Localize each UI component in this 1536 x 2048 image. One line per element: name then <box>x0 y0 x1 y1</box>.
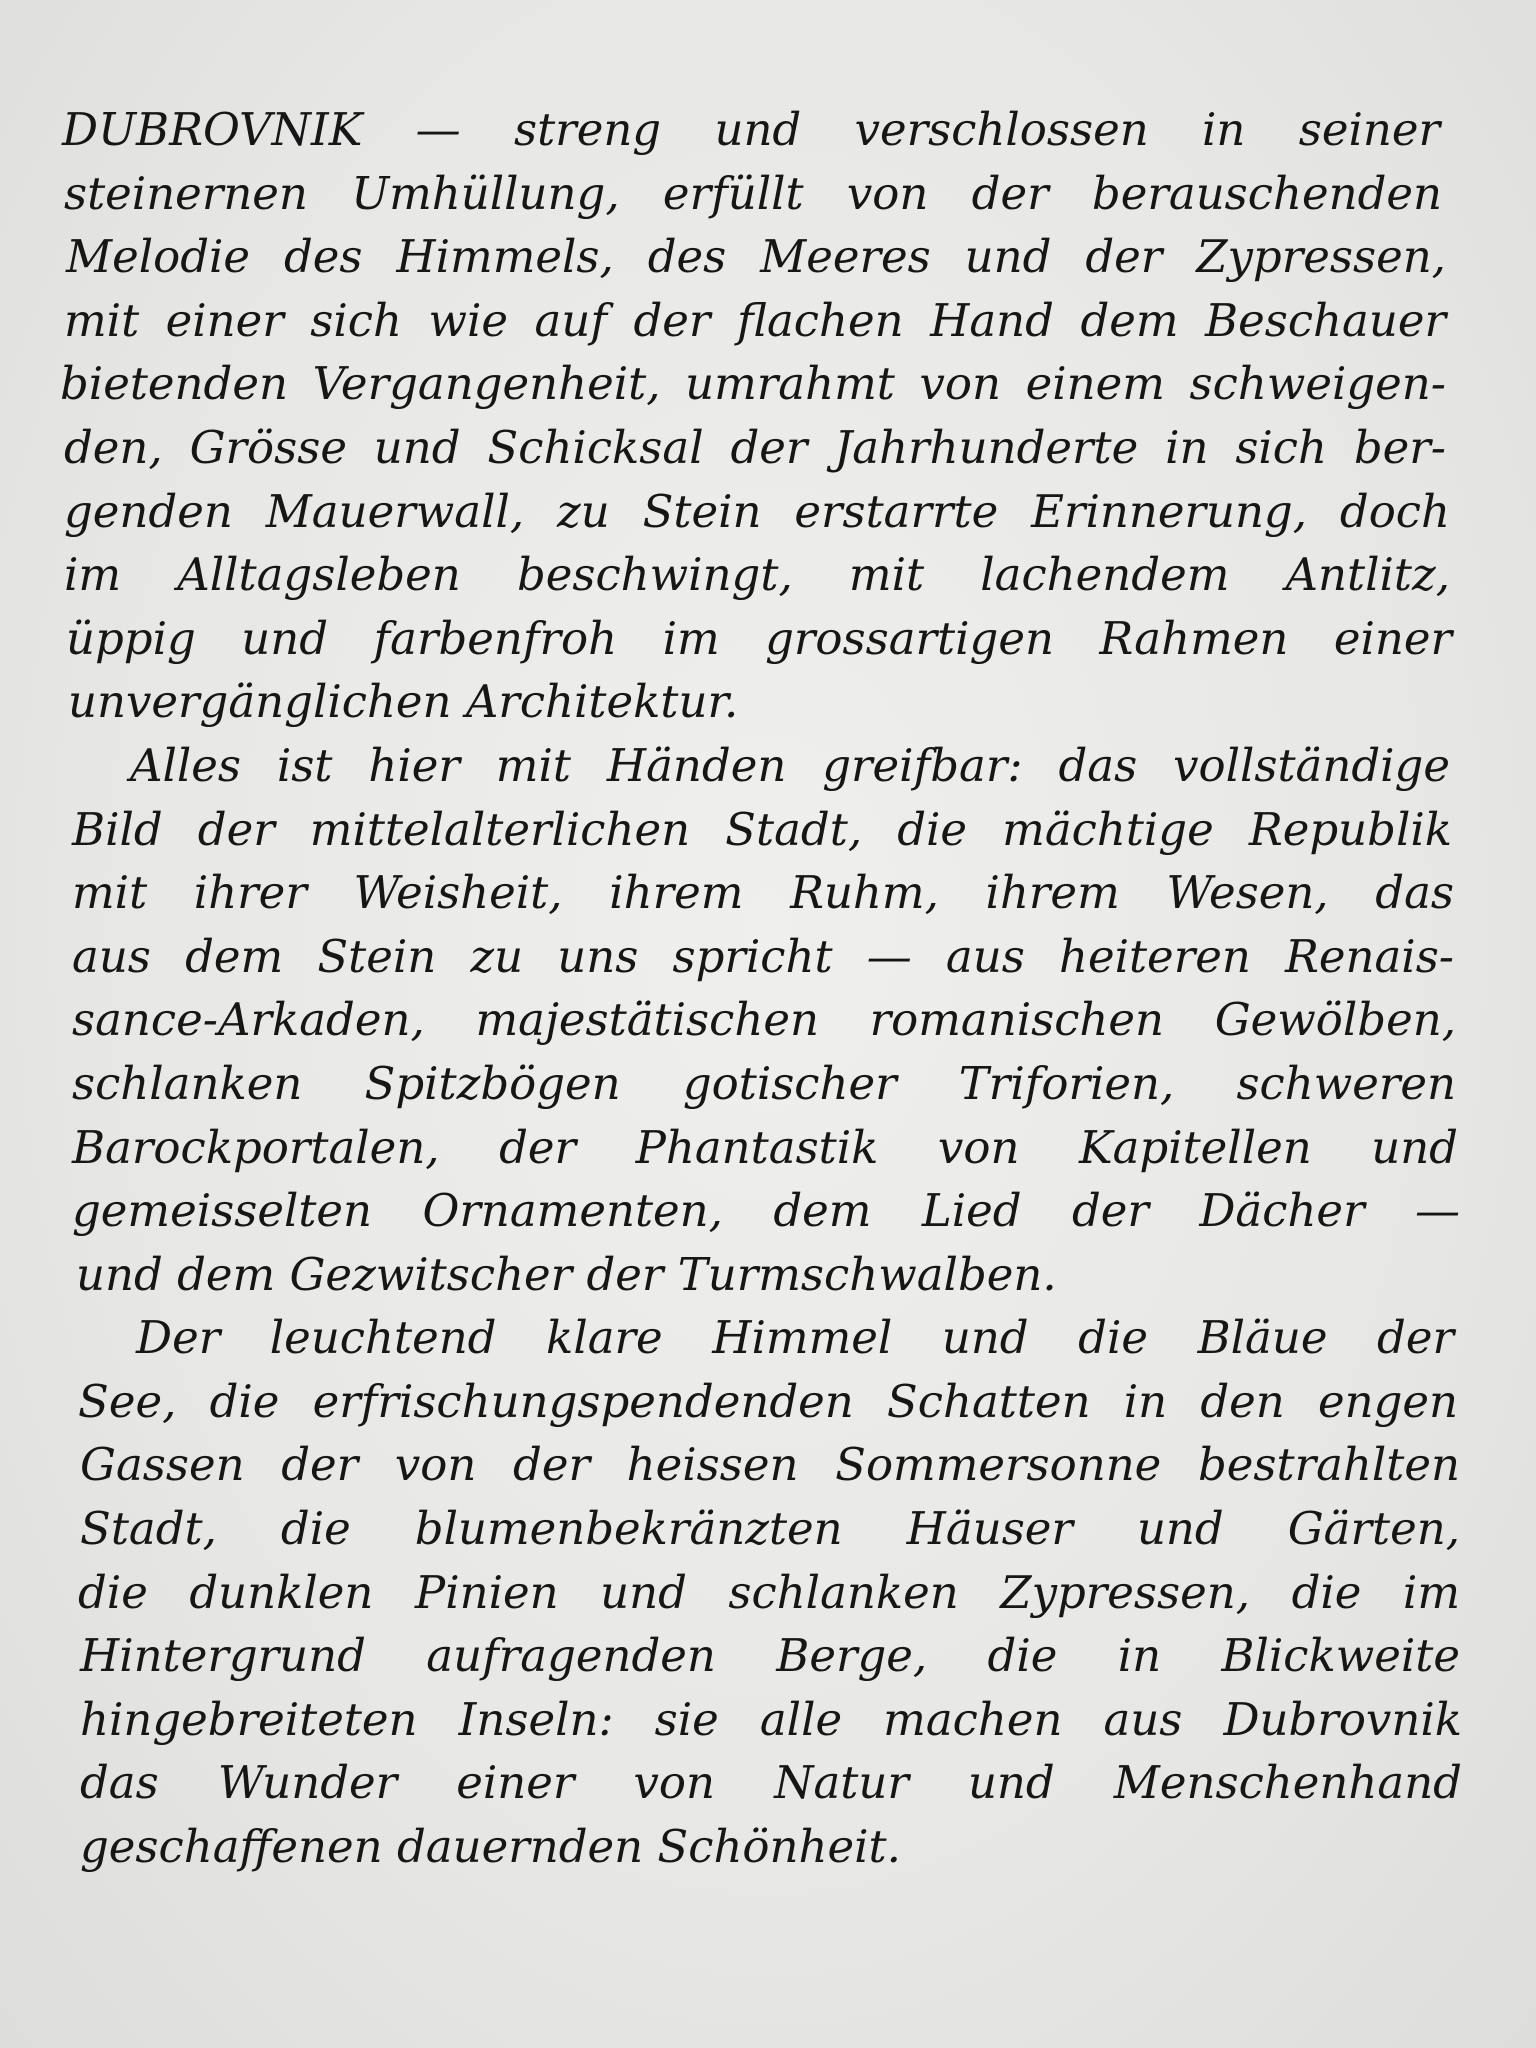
text-line <box>0 1561 1536 1625</box>
text-line <box>0 289 1536 353</box>
text-line-content: Barockportalen, der Phantastik von Kapitellen und <box>72 1120 1458 1174</box>
text-line <box>0 925 1536 989</box>
text-line-content: Bild der mittelalterlichen Stadt, die mächtige Republik <box>72 802 1452 856</box>
body-text <box>0 98 1536 1879</box>
text-line <box>0 543 1536 607</box>
text-line <box>0 607 1536 671</box>
text-line <box>0 1370 1536 1434</box>
text-line <box>0 1751 1536 1815</box>
text-line-content: das Wunder einer von Natur und Menschenhand <box>80 1756 1462 1810</box>
text-line-content: bietenden Vergangenheit, umrahmt von einem schweigen- <box>60 357 1446 411</box>
text-line <box>0 480 1536 544</box>
text-line-content: sance-Arkaden, majestätischen romanischen Gewölben, <box>72 993 1456 1047</box>
text-line-content: Der leuchtend klare Himmel und die Bläue der <box>136 1311 1454 1365</box>
text-line <box>0 225 1536 289</box>
text-line <box>0 162 1536 226</box>
text-line <box>0 1815 1536 1879</box>
text-line-content: und dem Gezwitscher der Turmschwalben. <box>76 1247 1057 1301</box>
text-line <box>0 861 1536 925</box>
text-line-content: mit ihrer Weisheit, ihrem Ruhm, ihrem Wesen, das <box>72 866 1454 920</box>
text-line <box>0 1052 1536 1116</box>
text-line-content: unvergänglichen Architektur. <box>68 675 739 729</box>
text-line-content: üppig und farbenfroh im grossartigen Rahmen einer <box>66 611 1452 665</box>
text-line-content: hingebreiteten Inseln: sie alle machen aus Dubrovnik <box>80 1692 1462 1746</box>
text-line <box>0 1116 1536 1180</box>
text-line <box>0 1243 1536 1307</box>
text-line <box>0 670 1536 734</box>
text-line-content: See, die erfrischungspendenden Schatten in den engen <box>78 1374 1458 1428</box>
text-line <box>0 1688 1536 1752</box>
text-line-content: die dunklen Pinien und schlanken Zypressen, die im <box>78 1565 1460 1619</box>
text-line <box>0 798 1536 862</box>
text-line <box>0 352 1536 416</box>
text-line <box>0 416 1536 480</box>
text-line-content: DUBROVNIK — streng und verschlossen in seiner <box>62 103 1440 156</box>
text-line <box>0 98 1536 162</box>
text-line-content: Melodie des Himmels, des Meeres und der Zypressen, <box>66 230 1446 284</box>
text-line <box>0 1624 1536 1688</box>
text-line-content: steinernen Umhüllung, erfüllt von der berauschenden <box>64 166 1442 220</box>
text-line <box>0 988 1536 1052</box>
text-line-content: Gassen der von der heissen Sommersonne bestrahlten <box>80 1438 1460 1492</box>
text-line-content: geschaffenen dauernden Schönheit. <box>80 1820 901 1874</box>
text-line <box>0 1433 1536 1497</box>
text-line-content: im Alltagsleben beschwingt, mit lachendem Antlitz, <box>64 548 1450 602</box>
text-line-content: gemeisselten Ornamenten, dem Lied der Dächer — <box>72 1184 1460 1238</box>
text-line <box>0 1179 1536 1243</box>
text-line-content: Hintergrund aufragenden Berge, die in Blickweite <box>80 1629 1460 1683</box>
text-line-content: schlanken Spitzbögen gotischer Triforien, schweren <box>72 1056 1456 1110</box>
text-line <box>0 734 1536 798</box>
text-line-content: Stadt, die blumenbekränzten Häuser und Gärten, <box>80 1502 1460 1556</box>
text-line-content: mit einer sich wie auf der flachen Hand dem Beschauer <box>64 293 1446 347</box>
text-line-content: genden Mauerwall, zu Stein erstarrte Erinnerung, doch <box>64 484 1450 538</box>
text-line <box>0 1497 1536 1561</box>
text-line <box>0 1306 1536 1370</box>
text-line-content: Alles ist hier mit Händen greifbar: das vollständige <box>130 738 1450 792</box>
text-line-content: aus dem Stein zu uns spricht — aus heiteren Renais- <box>72 929 1454 983</box>
text-line-content: den, Grösse und Schicksal der Jahrhunderte in sich ber- <box>64 420 1446 474</box>
